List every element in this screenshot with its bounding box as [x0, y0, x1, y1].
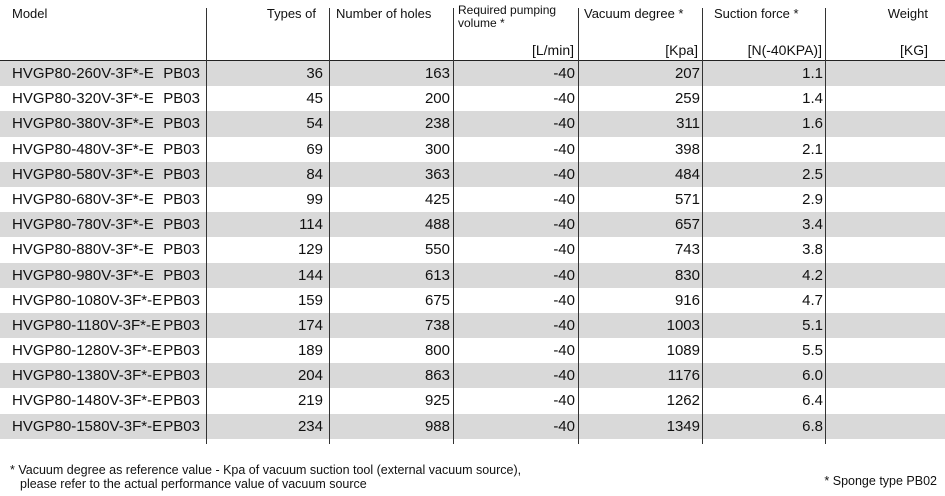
cell-suction-force: 657 [674, 216, 700, 234]
cell-vacuum-degree: -40 [553, 90, 575, 108]
header-force-label: Suction force * [714, 6, 799, 21]
table-row [0, 237, 945, 262]
cell-holes: 36 [306, 65, 323, 82]
table-header [0, 0, 945, 61]
cell-vacuum-degree: -40 [553, 392, 575, 410]
cell-weight: 2.9 [802, 190, 823, 208]
cell-weight: 2.1 [802, 140, 823, 158]
cell-pumping-volume: 738 [424, 316, 450, 334]
cell-model: HVGP80-580V-3F*-E [12, 165, 154, 183]
cell-holes: 219 [297, 392, 323, 410]
cell-model: HVGP80-780V-3F*-E [12, 216, 154, 234]
cell-weight: 1.4 [802, 90, 823, 108]
cell-vacuum-degree: -40 [553, 342, 575, 360]
header-pump [456, 0, 578, 60]
cell-suction-force: 1262 [666, 392, 700, 410]
cell-vacuum-degree: -40 [553, 216, 575, 234]
cell-type: PB03 [163, 241, 200, 259]
table-row [0, 212, 945, 237]
cell-pumping-volume: 363 [424, 165, 450, 183]
table-row [0, 111, 945, 136]
cell-vacuum-degree: -40 [553, 140, 575, 158]
cell-holes: 174 [297, 316, 323, 334]
header-weight-label: Weight [887, 6, 928, 21]
cell-vacuum-degree: -40 [553, 266, 575, 284]
cell-model: HVGP80-1080V-3F*-E [12, 291, 163, 309]
cell-pumping-volume: 300 [424, 140, 450, 158]
cell-vacuum-degree: -40 [553, 65, 575, 82]
cell-holes: 144 [297, 266, 323, 284]
cell-holes: 189 [297, 342, 323, 360]
footnote-vacuum [10, 463, 521, 491]
column-divider [329, 8, 330, 444]
cell-suction-force: 743 [674, 241, 700, 259]
cell-suction-force: 484 [674, 165, 700, 183]
cell-weight: 6.4 [802, 392, 823, 410]
cell-type: PB03 [163, 316, 200, 334]
table-row [0, 137, 945, 162]
cell-holes: 204 [297, 367, 323, 385]
cell-model: HVGP80-980V-3F*-E [12, 266, 154, 284]
table-row [0, 288, 945, 313]
cell-model: HVGP80-260V-3F*-E [12, 65, 154, 82]
cell-vacuum-degree: -40 [553, 417, 575, 435]
cell-weight: 5.5 [802, 342, 823, 360]
cell-pumping-volume: 863 [424, 367, 450, 385]
header-vac-unit: [Kpa] [665, 42, 698, 58]
header-weight [826, 0, 938, 60]
cell-model: HVGP80-1380V-3F*-E [12, 367, 163, 385]
cell-weight: 1.6 [802, 115, 823, 133]
cell-type: PB03 [163, 115, 200, 133]
cell-weight: 6.8 [802, 417, 823, 435]
cell-vacuum-degree: -40 [553, 115, 575, 133]
cell-weight: 3.8 [802, 241, 823, 259]
column-divider [825, 8, 826, 444]
cell-suction-force: 916 [674, 291, 700, 309]
column-divider [453, 8, 454, 444]
header-model [12, 0, 202, 60]
cell-vacuum-degree: -40 [553, 165, 575, 183]
column-divider [578, 8, 579, 444]
cell-weight: 5.1 [802, 316, 823, 334]
cell-type: PB03 [163, 190, 200, 208]
header-type [206, 0, 326, 60]
cell-holes: 114 [299, 216, 323, 234]
cell-suction-force: 1003 [666, 316, 700, 334]
table-row [0, 414, 945, 439]
cell-pumping-volume: 800 [424, 342, 450, 360]
cell-type: PB03 [163, 216, 200, 234]
cell-holes: 54 [306, 115, 323, 133]
cell-holes: 129 [297, 241, 323, 259]
footnote-sponge: * Sponge type PB02 [824, 474, 937, 488]
header-pump-unit: [L/min] [531, 42, 574, 58]
cell-model: HVGP80-880V-3F*-E [12, 241, 154, 259]
cell-vacuum-degree: -40 [553, 190, 575, 208]
cell-pumping-volume: 550 [424, 241, 450, 259]
header-type-label: Types of [266, 6, 316, 21]
cell-suction-force: 1089 [666, 342, 700, 360]
header-pump-label: Required pumping volume * [458, 3, 557, 30]
cell-pumping-volume: 163 [424, 65, 450, 82]
table-row [0, 263, 945, 288]
cell-model: HVGP80-1180V-3F*-E [12, 316, 161, 334]
header-force [704, 0, 824, 60]
cell-weight: 4.2 [802, 266, 823, 284]
cell-weight: 2.5 [802, 165, 823, 183]
cell-pumping-volume: 200 [424, 90, 450, 108]
cell-suction-force: 1176 [667, 367, 700, 385]
cell-suction-force: 207 [674, 65, 700, 82]
cell-vacuum-degree: -40 [553, 291, 575, 309]
table-row [0, 61, 945, 86]
cell-type: PB03 [163, 65, 200, 82]
cell-model: HVGP80-480V-3F*-E [12, 140, 154, 158]
cell-holes: 234 [297, 417, 323, 435]
cell-vacuum-degree: -40 [553, 316, 575, 334]
header-vac-label: Vacuum degree * [584, 6, 684, 21]
header-vac [580, 0, 702, 60]
cell-type: PB03 [163, 266, 200, 284]
cell-type: PB03 [163, 392, 200, 410]
cell-weight: 6.0 [802, 367, 823, 385]
header-force-unit: [N(-40KPA)] [747, 42, 822, 58]
table-row [0, 86, 945, 111]
cell-suction-force: 571 [674, 190, 700, 208]
cell-vacuum-degree: -40 [553, 367, 575, 385]
cell-type: PB03 [163, 342, 200, 360]
cell-type: PB03 [163, 417, 200, 435]
cell-pumping-volume: 613 [424, 266, 450, 284]
cell-pumping-volume: 925 [424, 392, 450, 410]
cell-holes: 159 [297, 291, 323, 309]
cell-pumping-volume: 988 [424, 417, 450, 435]
footnote-line-2: please refer to the actual performance value of vacuum source [20, 477, 367, 491]
cell-type: PB03 [163, 90, 200, 108]
cell-holes: 45 [306, 90, 323, 108]
cell-model: HVGP80-680V-3F*-E [12, 190, 154, 208]
cell-pumping-volume: 675 [424, 291, 450, 309]
cell-model: HVGP80-320V-3F*-E [12, 90, 154, 108]
cell-model: HVGP80-380V-3F*-E [12, 115, 154, 133]
cell-weight: 3.4 [802, 216, 823, 234]
column-divider [206, 8, 207, 444]
table-body [0, 61, 945, 439]
cell-suction-force: 311 [676, 115, 700, 133]
cell-holes: 69 [306, 140, 323, 158]
cell-type: PB03 [163, 140, 200, 158]
cell-type: PB03 [163, 367, 200, 385]
cell-suction-force: 259 [674, 90, 700, 108]
cell-model: HVGP80-1480V-3F*-E [12, 392, 163, 410]
cell-type: PB03 [163, 165, 200, 183]
cell-suction-force: 830 [674, 266, 700, 284]
table-row [0, 363, 945, 388]
table-row [0, 313, 945, 338]
footnote-line-1: * Vacuum degree as reference value - Kpa of vacuum suction tool (external vacuum source), [10, 463, 522, 477]
header-weight-unit: [KG] [899, 42, 928, 58]
table-row [0, 338, 945, 363]
cell-suction-force: 1349 [666, 417, 700, 435]
cell-holes: 99 [306, 190, 323, 208]
table-row [0, 162, 945, 187]
column-divider [702, 8, 703, 444]
table-row [0, 187, 945, 212]
header-holes-label: Number of holes [336, 6, 432, 21]
header-model-label: Model [12, 6, 48, 21]
cell-pumping-volume: 238 [424, 115, 450, 133]
cell-vacuum-degree: -40 [553, 241, 575, 259]
header-holes [330, 0, 452, 60]
cell-weight: 4.7 [802, 291, 823, 309]
cell-holes: 84 [306, 165, 323, 183]
cell-model: HVGP80-1580V-3F*-E [12, 417, 163, 435]
cell-pumping-volume: 425 [424, 190, 450, 208]
cell-weight: 1.1 [802, 65, 823, 82]
table-row [0, 388, 945, 413]
cell-pumping-volume: 488 [424, 216, 450, 234]
cell-suction-force: 398 [674, 140, 700, 158]
cell-model: HVGP80-1280V-3F*-E [12, 342, 163, 360]
cell-type: PB03 [163, 291, 200, 309]
